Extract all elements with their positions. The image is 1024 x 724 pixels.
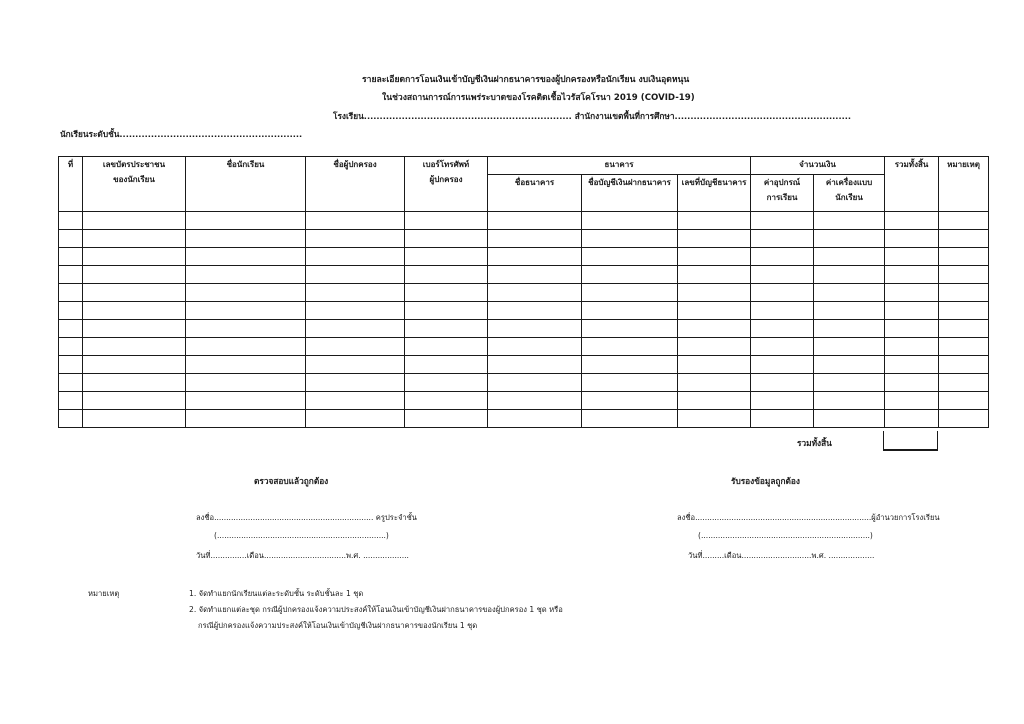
table-cell — [488, 338, 582, 356]
table-cell — [306, 392, 405, 410]
table-cell — [83, 212, 186, 230]
table-cell — [814, 266, 885, 284]
table-cell — [814, 230, 885, 248]
table-cell — [59, 338, 83, 356]
table-cell — [939, 392, 989, 410]
table-cell — [306, 338, 405, 356]
table-cell — [751, 374, 814, 392]
note-item-2-continued: กรณีผู้ปกครองแจ้งความประสงค์ให้โอนเงินเข้าบัญชีเงินฝากธนาคารของนักเรียน 1 ชุด — [198, 621, 478, 630]
table-cell — [186, 230, 306, 248]
table-cell — [678, 266, 751, 284]
table-cell — [488, 230, 582, 248]
table-row — [59, 374, 989, 392]
table-cell — [186, 338, 306, 356]
table-cell — [488, 266, 582, 284]
table-cell — [885, 248, 939, 266]
table-cell — [83, 284, 186, 302]
table-cell — [59, 266, 83, 284]
table-cell — [939, 356, 989, 374]
table-cell — [405, 374, 488, 392]
table-cell — [83, 248, 186, 266]
table-cell — [582, 356, 678, 374]
table-cell — [186, 356, 306, 374]
table-cell — [939, 248, 989, 266]
table-cell — [885, 410, 939, 428]
table-cell — [306, 374, 405, 392]
table-cell — [405, 338, 488, 356]
table-cell — [405, 230, 488, 248]
table-cell — [885, 284, 939, 302]
table-cell — [83, 320, 186, 338]
table-row — [59, 392, 989, 410]
table-cell — [582, 266, 678, 284]
table-cell — [59, 302, 83, 320]
table-cell — [582, 410, 678, 428]
school-office-line: โรงเรียน.................................................................. สำนักงานเขตพื้นที่การศึกษา........................................................ — [333, 111, 852, 121]
table-cell — [582, 338, 678, 356]
right-signature-line: ลงชื่อ.........................................................................ผู้อำนวยการโรงเรียน — [677, 513, 940, 522]
table-cell — [59, 392, 83, 410]
header-parent-phone-line2: ผู้ปกครอง — [429, 175, 463, 184]
table-cell — [814, 248, 885, 266]
table-cell — [186, 320, 306, 338]
table-row — [59, 212, 989, 230]
table-cell — [186, 212, 306, 230]
table-cell — [186, 410, 306, 428]
note-item-2: 2. จัดทำแยกแต่ละชุด กรณีผู้ปกครองแจ้งความประสงค์ให้โอนเงินเข้าบัญชีเงินฝากธนาคารของผู้ปกครอง 1 ชุด หรือ — [189, 605, 563, 614]
table-cell — [488, 320, 582, 338]
header-uniform-cost-line2: นักเรียน — [835, 193, 863, 202]
header-total: รวมทั้งสิ้น — [885, 157, 939, 212]
table-cell — [186, 374, 306, 392]
table-cell — [939, 302, 989, 320]
table-cell — [678, 302, 751, 320]
table-cell — [83, 410, 186, 428]
table-cell — [939, 338, 989, 356]
table-cell — [83, 230, 186, 248]
table-cell — [814, 374, 885, 392]
table-cell — [751, 392, 814, 410]
table-cell — [678, 248, 751, 266]
grand-total-cell — [883, 431, 938, 451]
table-cell — [83, 356, 186, 374]
table-cell — [582, 302, 678, 320]
header-equipment-cost — [751, 175, 814, 212]
table-cell — [306, 410, 405, 428]
header-citizen-id-line2: ของนักเรียน — [113, 175, 155, 184]
table-cell — [885, 212, 939, 230]
table-cell — [488, 302, 582, 320]
table-cell — [405, 284, 488, 302]
left-signature-heading: ตรวจสอบแล้วถูกต้อง — [254, 476, 329, 486]
right-name-line: (......................................................................) — [698, 531, 873, 540]
table-cell — [939, 230, 989, 248]
header-bank-name: ชื่อธนาคาร — [488, 175, 582, 212]
table-cell — [59, 230, 83, 248]
table-cell — [678, 320, 751, 338]
table-cell — [582, 212, 678, 230]
table-cell — [814, 338, 885, 356]
table-cell — [59, 248, 83, 266]
header-student-name: ชื่อนักเรียน — [186, 157, 306, 212]
left-date-line: วันที่...............เดือน..................................พ.ศ. ................... — [196, 551, 409, 560]
table-cell — [186, 266, 306, 284]
table-cell — [488, 248, 582, 266]
table-cell — [678, 230, 751, 248]
table-cell — [751, 338, 814, 356]
table-cell — [814, 392, 885, 410]
table-cell — [751, 302, 814, 320]
table-cell — [678, 392, 751, 410]
header-equipment-cost-line1: ค่าอุปกรณ์ — [763, 178, 801, 187]
table-cell — [83, 392, 186, 410]
transfer-table — [58, 156, 989, 428]
table-cell — [186, 248, 306, 266]
table-cell — [405, 302, 488, 320]
table-cell — [885, 230, 939, 248]
header-parent-phone — [405, 157, 488, 212]
table-cell — [488, 212, 582, 230]
table-cell — [885, 374, 939, 392]
table-cell — [814, 302, 885, 320]
table-cell — [582, 284, 678, 302]
right-signature-heading: รับรองข้อมูลถูกต้อง — [731, 476, 800, 486]
table-cell — [306, 320, 405, 338]
table-cell — [306, 212, 405, 230]
header-parent-phone-line1: เบอร์โทรศัพท์ — [422, 160, 470, 169]
table-cell — [488, 392, 582, 410]
header-citizen-id — [83, 157, 186, 212]
document-subtitle: ในช่วงสถานการณ์การแพร่ระบาดของโรคติดเชื้อไวรัสโคโรนา 2019 (COVID-19) — [382, 93, 695, 103]
table-row — [59, 302, 989, 320]
table-cell — [885, 338, 939, 356]
table-row — [59, 320, 989, 338]
table-row — [59, 356, 989, 374]
table-cell — [405, 320, 488, 338]
table-row — [59, 410, 989, 428]
table-cell — [59, 284, 83, 302]
table-row — [59, 338, 989, 356]
table-cell — [939, 320, 989, 338]
document-title: รายละเอียดการโอนเงินเข้าบัญชีเงินฝากธนาคารของผู้ปกครองหรือนักเรียน งบเงินอุดหนุน — [362, 75, 690, 85]
table-cell — [186, 392, 306, 410]
table-cell — [678, 356, 751, 374]
table-cell — [678, 212, 751, 230]
table-cell — [488, 374, 582, 392]
table-cell — [751, 230, 814, 248]
table-cell — [405, 356, 488, 374]
table-cell — [306, 266, 405, 284]
right-date-line: วันที่.........เดือน.............................พ.ศ. ................... — [688, 551, 875, 560]
table-cell — [59, 410, 83, 428]
table-cell — [59, 374, 83, 392]
header-no: ที่ — [59, 157, 83, 212]
table-cell — [582, 374, 678, 392]
note-item-1: 1. จัดทำแยกนักเรียนแต่ละระดับชั้น ระดับชั้นละ 1 ชุด — [189, 589, 364, 598]
table-cell — [939, 410, 989, 428]
table-row — [59, 230, 989, 248]
table-cell — [751, 266, 814, 284]
table-cell — [814, 212, 885, 230]
table-cell — [59, 212, 83, 230]
table-cell — [405, 212, 488, 230]
table-cell — [751, 212, 814, 230]
header-citizen-id-line1: เลขบัตรประชาชน — [102, 160, 166, 169]
header-account-name: ชื่อบัญชีเงินฝากธนาคาร — [582, 175, 678, 212]
header-account-number: เลขที่บัญชีธนาคาร — [678, 175, 751, 212]
table-cell — [186, 284, 306, 302]
table-cell — [306, 248, 405, 266]
header-uniform-cost-line1: ค่าเครื่องแบบ — [825, 178, 873, 187]
table-cell — [885, 356, 939, 374]
table-cell — [405, 248, 488, 266]
table-cell — [678, 284, 751, 302]
table-cell — [582, 230, 678, 248]
table-cell — [186, 302, 306, 320]
table-cell — [59, 320, 83, 338]
table-cell — [678, 338, 751, 356]
header-bank-group: ธนาคาร — [488, 157, 751, 175]
table-body — [59, 212, 989, 428]
header-remark: หมายเหตุ — [939, 157, 989, 212]
table-cell — [83, 374, 186, 392]
table-cell — [885, 266, 939, 284]
table-cell — [59, 356, 83, 374]
header-equipment-cost-line2: การเรียน — [766, 193, 798, 202]
table-cell — [678, 410, 751, 428]
table-cell — [751, 356, 814, 374]
table-cell — [814, 284, 885, 302]
notes-title: หมายเหตุ — [88, 589, 120, 598]
table-cell — [939, 212, 989, 230]
header-amount-group: จำนวนเงิน — [751, 157, 885, 175]
table-cell — [582, 320, 678, 338]
table-row — [59, 248, 989, 266]
table-cell — [83, 302, 186, 320]
table-cell — [751, 248, 814, 266]
table-cell — [488, 356, 582, 374]
table-cell — [488, 410, 582, 428]
table-cell — [678, 374, 751, 392]
header-parent-name: ชื่อผู้ปกครอง — [306, 157, 405, 212]
left-name-line: (......................................................................) — [214, 531, 389, 540]
table-cell — [751, 320, 814, 338]
table-cell — [306, 230, 405, 248]
table-cell — [814, 410, 885, 428]
table-cell — [306, 356, 405, 374]
table-cell — [814, 356, 885, 374]
table-cell — [83, 338, 186, 356]
table-cell — [814, 320, 885, 338]
table-cell — [83, 266, 186, 284]
left-signature-line: ลงชื่อ.................................................................. ครูประจำชั้น — [196, 513, 417, 522]
table-cell — [405, 266, 488, 284]
table-cell — [306, 284, 405, 302]
student-level-line: นักเรียนระดับชั้น.......................................................... — [60, 129, 303, 139]
table-cell — [751, 284, 814, 302]
grand-total-label: รวมทั้งสิ้น — [797, 438, 832, 448]
header-uniform-cost — [814, 175, 885, 212]
table-cell — [306, 302, 405, 320]
table-cell — [405, 392, 488, 410]
table-cell — [582, 392, 678, 410]
table-cell — [405, 410, 488, 428]
table-row — [59, 266, 989, 284]
table-cell — [885, 392, 939, 410]
table-cell — [939, 284, 989, 302]
table-cell — [751, 410, 814, 428]
table-cell — [939, 374, 989, 392]
table-row — [59, 284, 989, 302]
table-cell — [939, 266, 989, 284]
table-cell — [885, 302, 939, 320]
table-cell — [582, 248, 678, 266]
table-cell — [885, 320, 939, 338]
table-cell — [488, 284, 582, 302]
